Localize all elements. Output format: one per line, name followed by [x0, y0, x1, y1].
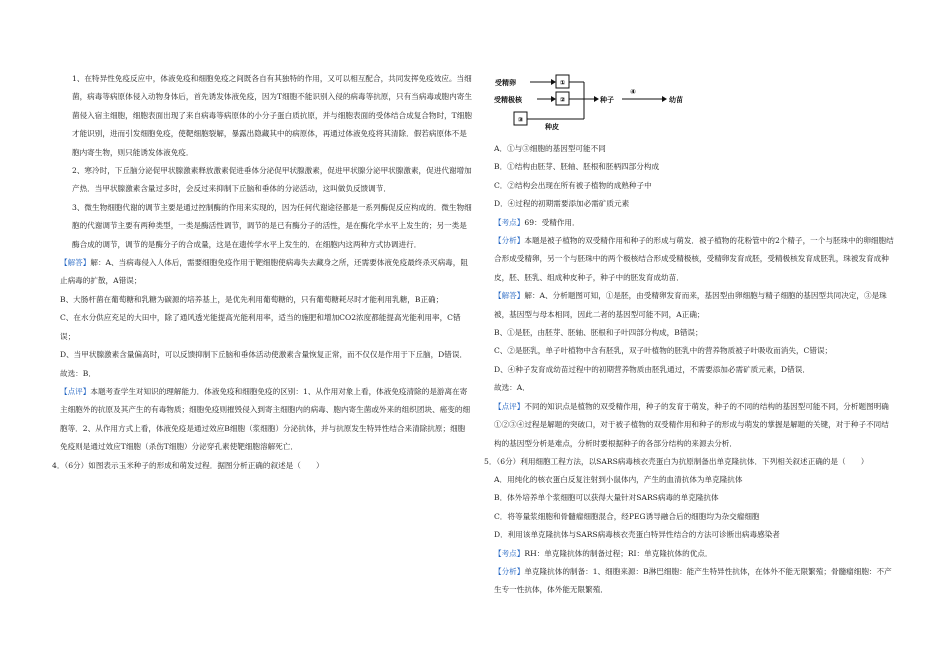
label-seed: 种子: [600, 96, 614, 104]
num-1: ①: [559, 79, 566, 87]
knowledge-point-1: 1、在特异性免疫反应中，体液免疫和细胞免疫之间既各自有其独特的作用，又可以相互配合，共同发挥免疫效应。当细菌，病毒等病原体侵入动物身体后，首先诱发体液免疫，因为T细胞不能识别入侵的病毒等抗原，只有当病毒或胞内寄生菌侵入宿主细胞，细胞表面出现了来自病毒等病原体的小分子蛋白质抗原，并与细胞表面的受体结合成复合物时，T细胞才能识别，进而引发细胞免疫，使靶细胞裂解，暴露出隐藏其中的病原体，再通过体液免疫将其清除．假若病原体不是胞内寄生物，则只能诱发体液免疫．: [72, 74, 472, 157]
answer-option-c: C、在水分供应充足的大田中，除了通风透光能提高光能利用率，适当的施肥和增加CO2浓度都能提高光能利用率，C错误；: [60, 313, 461, 341]
q4-solution-b: B、①是胚，由胚芽、胚轴、胚根和子叶四部分构成，B错误；: [494, 328, 703, 338]
q4-choice: 故选：A．: [494, 383, 530, 393]
q4-option-b: B．①结构由胚芽、胚轴、胚根和胚柄四部分构成: [494, 162, 660, 172]
q4-solution-a: [494, 287, 896, 324]
num-3: ③: [517, 116, 524, 124]
knowledge-tag-2: 【考点】: [494, 548, 525, 558]
q4-analysis: [494, 232, 896, 287]
answer-paragraph: [60, 254, 472, 291]
solution-a-text: 解：A、分析题图可知，①是胚，由受精卵发育而来，基因型由卵细胞与精子细胞的基因型共同决定，③是珠被，基因型与母本相同，因此二者的基因型可能不同，A正确；: [494, 291, 887, 319]
q4-option-d: D．④过程的初期需要添加必需矿质元素: [494, 199, 630, 209]
q4-option-c: C．②结构会出现在所有被子植物的成熟种子中: [494, 180, 652, 190]
label-fertilized-polar-nucleus: 受精极核: [494, 96, 522, 104]
arrowhead-polar-to-2: [551, 96, 556, 102]
knowledge-text-2: RH：单克隆抗体的制备过程；RI：单克隆抗体的优点．: [524, 548, 713, 558]
review-paragraph: [60, 383, 472, 457]
q5-option-a: A．用纯化的核衣蛋白反复注射到小鼠体内，产生的血清抗体为单克隆抗体: [494, 474, 743, 484]
knowledge-point-3: 3、微生物细胞代谢的调节主要是通过控制酶的作用来实现的，因为任何代谢途径都是一系列酶促反应构成的．微生物细胞的代谢调节主要有两种类型，一类是酶活性调节，调节的是已有酶分子的活性，是在酶化学水平上发生的；另一类是酶合成的调节，调节的是酶分子的合成量，这是在遗传学水平上发生的．在细胞内这两种方式协调进行．: [72, 202, 472, 249]
answer-choice: 故选：B．: [60, 368, 96, 378]
num-2: ②: [559, 96, 566, 104]
q5-option-c: C．将等量浆细胞和骨髓瘤细胞混合，经PEG诱导融合后的细胞均为杂交瘤细胞: [494, 511, 760, 521]
q5-knowledge: [494, 545, 896, 563]
q4-knowledge: [494, 214, 896, 232]
knowledge-text: 69：受精作用．: [524, 217, 580, 227]
label-seedling: 幼苗: [669, 96, 683, 104]
question-5: 5．（6分）利用细胞工程方法，以SARS病毒核衣壳蛋白为抗原制备出单克隆抗体．下列相关叙述正确的是（ ）: [484, 456, 869, 466]
solution-tag: 【解答】: [494, 291, 525, 301]
arrowhead-to-seedling: [662, 96, 667, 102]
answer-tag: 【解答】: [60, 258, 91, 268]
analysis-tag-2: 【分析】: [494, 566, 525, 576]
knowledge-tag: 【考点】: [494, 217, 525, 227]
question-4: 4．（6分）如图表示玉米种子的形成和萌发过程．据图分析正确的叙述是（ ）: [52, 460, 324, 470]
seed-formation-diagram: [494, 72, 896, 138]
answer-option-b: B、大肠杆菌在葡萄糖和乳糖为碳源的培养基上，是优先利用葡萄糖的，只有葡萄糖耗尽时才能利用乳糖，B正确；: [60, 294, 444, 304]
analysis-tag: 【分析】: [494, 236, 525, 246]
label-fertilized-egg: 受精卵: [495, 79, 516, 87]
analysis-text: 本题是被子植物的双受精作用和种子的形成与萌发．被子植物的花粉管中的2个精子，一个与胚珠中的卵细胞结合形成受精卵，另一个与胚珠中的两个极核结合形成受精极核，受精卵发育成胚，受精极核发育成胚乳，珠被发育成种皮，胚、胚乳、组成种皮种子，种子中的胚发育成幼苗．: [494, 236, 894, 282]
left-column: [52, 70, 472, 475]
q4-solution-c: C、②是胚乳，单子叶植物中含有胚乳，双子叶植物的胚乳中的营养物质被子叶吸收而消失，C错误；: [494, 346, 833, 356]
knowledge-point-2: 2、寒冷时，下丘脑分泌促甲状腺激素释放激素促进垂体分泌促甲状腺激素，促进甲状腺分泌甲状腺激素，促进代谢增加产热．当甲状腺激素含量过多时，会反过来抑制下丘脑和垂体的分泌活动，这叫做负反馈调节．: [72, 166, 472, 194]
review-tag-2: 【点评】: [494, 401, 525, 411]
review-tag: 【点评】: [60, 386, 91, 396]
answer-option-a: 解：A、当病毒侵入人体后，需要细胞免疫作用于靶细胞使病毒失去藏身之所，还需要体液免疫最终杀灭病毒，阻止病毒的扩散，A错误；: [60, 258, 468, 286]
analysis-text-2: 单克隆抗体的制备：1、细胞来源：B淋巴细胞：能产生特异性抗体，在体外不能无限繁殖；骨髓瘤细胞：不产生专一性抗体，体外能无限繁殖．: [494, 566, 892, 595]
q4-option-a: A．①与③细胞的基因型可能不同: [494, 144, 606, 153]
review-text-2: 不同的知识点是植物的双受精作用，种子的发育于萌发，种子的不同的结构的基因型可能不同，分析题图明确①②③④过程是解题的突破口，对于被子植物的双受精作用和种子的形成与萌发的掌握是解题的关键，对于种子不同结构的基因型分析是难点，分析时要根据种子的各部分结构的来源去分析．: [494, 401, 889, 448]
answer-option-d: D、当甲状腺激素含量偏高时，可以反馈抑制下丘脑和垂体活动使激素含量恢复正常，而不仅仅是作用于下丘脑，D错误．: [60, 350, 468, 360]
q5-option-d: D．利用该单克隆抗体与SARS病毒核衣壳蛋白特异性结合的方法可诊断出病毒感染者: [494, 530, 780, 540]
arrowhead-to-seed: [594, 96, 599, 102]
q5-analysis: [494, 563, 896, 600]
num-4: ④: [630, 88, 636, 96]
right-column: [484, 72, 896, 600]
q5-option-b: B．体外培养单个浆细胞可以获得大量针对SARS病毒的单克隆抗体: [494, 493, 719, 503]
arrowhead-egg-to-1: [551, 79, 556, 85]
q4-review: [494, 398, 896, 453]
seed-formation-svg: [494, 72, 734, 136]
label-seed-coat: 种皮: [545, 123, 559, 131]
review-text: 本题考查学生对知识的理解能力．体液免疫和细胞免疫的区别：1、从作用对象上看，体液免疫清除的是游离在寄主细胞外的抗原及其产生的有毒物质；细胞免疫则摧毁侵入到寄主细胞内的病毒、胞内寄生菌或外来的组织团块、癌变的细胞等．2、从作用方式上看，体液免疫是通过效应B细胞（浆细胞）分泌抗体，并与抗原发生特异性结合来清除抗原；细胞免疫则是通过效应T细胞（杀伤T细胞）分泌穿孔素使靶细胞溶解死亡．: [60, 386, 471, 452]
q4-solution-d: D、④种子发育成幼苗过程中的初期营养物质由胚乳通过，不需要添加必需矿质元素，D错误．: [494, 364, 810, 374]
